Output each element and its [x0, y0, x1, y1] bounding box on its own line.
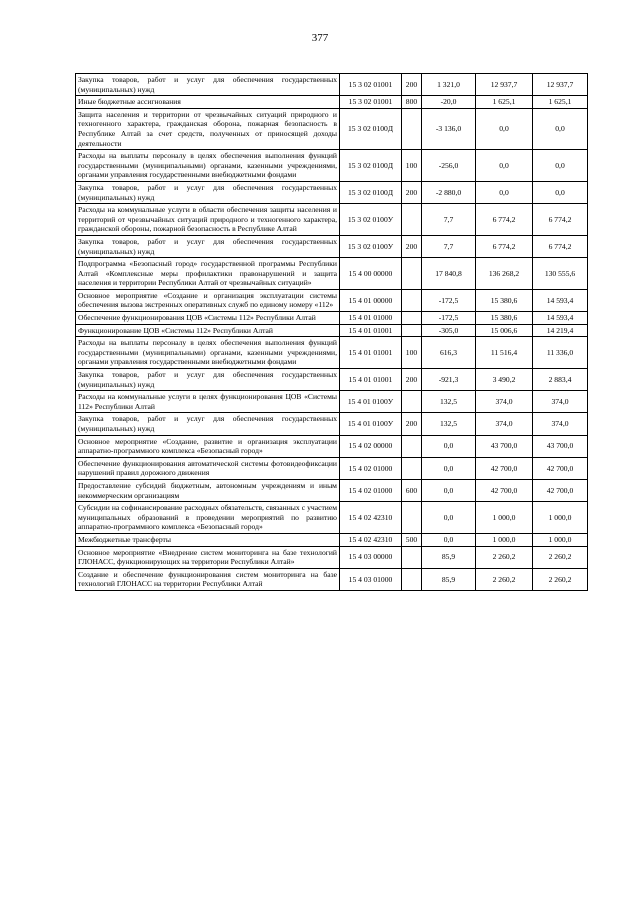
- table-row: [76, 337, 588, 369]
- row-name: Расходы на коммунальные услуги в области обеспечения защиты населения и территорий от чрезвычайных ситуаций природного и техногенного характера, гражданской обороны, пожарной безопасность в Республике Алтай: [76, 204, 340, 236]
- table-row: [76, 435, 588, 457]
- row-expense-type: [402, 546, 422, 568]
- row-code: 15 4 02 42310: [340, 533, 402, 546]
- row-name: Расходы на выплаты персоналу в целях обеспечения выполнения функций государственными (муниципальными) органами, казенными учреждениями, органами управления государственными внебюджетными фондами: [76, 337, 340, 369]
- table-row: [76, 150, 588, 182]
- row-name: Иные бюджетные ассигнования: [76, 96, 340, 109]
- row-value-year-1: 3 490,2: [476, 369, 533, 391]
- row-name: Основное мероприятие «Внедрение систем мониторинга на базе технологий ГЛОНАСС, функционирующих на территории Республики Алтай»: [76, 546, 340, 568]
- row-value-year-2: 130 555,6: [533, 258, 588, 290]
- table-row: [76, 96, 588, 109]
- table-row: [76, 391, 588, 413]
- table-row: [76, 108, 588, 149]
- row-value-change: -256,0: [422, 150, 476, 182]
- row-expense-type: [402, 391, 422, 413]
- table-row: [76, 369, 588, 391]
- row-value-change: 7,7: [422, 235, 476, 257]
- row-name: Расходы на выплаты персоналу в целях обеспечения выполнения функций государственными (муниципальными) органами, казенными учреждениями, органами управления государственными внебюджетными фондами: [76, 150, 340, 182]
- row-value-year-1: 0,0: [476, 150, 533, 182]
- row-code: 15 4 00 00000: [340, 258, 402, 290]
- row-code: 15 3 02 0100У: [340, 235, 402, 257]
- table-row: [76, 289, 588, 311]
- row-value-year-1: 6 774,2: [476, 235, 533, 257]
- page-number: 377: [311, 32, 329, 44]
- row-value-change: -3 136,0: [422, 108, 476, 149]
- row-code: 15 4 03 00000: [340, 546, 402, 568]
- table-row: [76, 413, 588, 435]
- row-value-change: 1 321,0: [422, 74, 476, 96]
- row-value-change: 616,3: [422, 337, 476, 369]
- row-code: 15 3 02 0100Д: [340, 150, 402, 182]
- row-value-year-1: 11 516,4: [476, 337, 533, 369]
- table-row: [76, 258, 588, 290]
- row-value-change: -2 880,0: [422, 181, 476, 203]
- row-expense-type: 200: [402, 413, 422, 435]
- row-name: Основное мероприятие «Создание, развитие и организация эксплуатации аппаратно-программного комплекса «Безопасный город»: [76, 435, 340, 457]
- row-expense-type: 500: [402, 533, 422, 546]
- row-value-year-1: 136 268,2: [476, 258, 533, 290]
- row-value-year-2: 42 700,0: [533, 479, 588, 501]
- row-value-change: -20,0: [422, 96, 476, 109]
- table-row: [76, 457, 588, 479]
- row-code: 15 3 02 0100Д: [340, 181, 402, 203]
- row-code: 15 3 02 0100Д: [340, 108, 402, 149]
- row-value-year-2: 6 774,2: [533, 204, 588, 236]
- row-value-year-2: 1 000,0: [533, 502, 588, 534]
- row-expense-type: 200: [402, 181, 422, 203]
- row-value-change: 132,5: [422, 391, 476, 413]
- row-value-year-1: 0,0: [476, 181, 533, 203]
- row-value-year-1: 12 937,7: [476, 74, 533, 96]
- row-expense-type: [402, 258, 422, 290]
- row-value-year-2: 0,0: [533, 150, 588, 182]
- row-code: 15 3 02 0100У: [340, 204, 402, 236]
- row-value-year-2: 14 593,4: [533, 312, 588, 325]
- row-code: 15 3 02 01001: [340, 96, 402, 109]
- row-value-year-2: 0,0: [533, 181, 588, 203]
- row-value-year-1: 1 625,1: [476, 96, 533, 109]
- row-value-year-1: 42 700,0: [476, 479, 533, 501]
- table-row: [76, 181, 588, 203]
- row-code: 15 4 02 42310: [340, 502, 402, 534]
- row-expense-type: [402, 108, 422, 149]
- row-expense-type: 200: [402, 369, 422, 391]
- table-row: [76, 312, 588, 325]
- row-value-year-1: 6 774,2: [476, 204, 533, 236]
- row-expense-type: 100: [402, 150, 422, 182]
- row-name: Защита населения и территории от чрезвычайных ситуаций природного и техногенного характера, гражданская оборона, пожарная безопасность в Республике Алтай за счет средств, полученных от приносящей доходы деятельности: [76, 108, 340, 149]
- row-name: Закупка товаров, работ и услуг для обеспечения государственных (муниципальных) нужд: [76, 235, 340, 257]
- row-value-change: -172,5: [422, 289, 476, 311]
- row-name: Основное мероприятие «Создание и организация эксплуатации системы обеспечения вызова экстренных оперативных служб по единому номеру «112»: [76, 289, 340, 311]
- row-value-year-2: 1 000,0: [533, 533, 588, 546]
- row-expense-type: [402, 457, 422, 479]
- row-value-change: 0,0: [422, 435, 476, 457]
- row-name: Функционирование ЦОВ «Системы 112» Республики Алтай: [76, 324, 340, 337]
- table-row: [76, 568, 588, 590]
- row-name: Субсидии на софинансирование расходных обязательств, связанных с участием муниципальных образований в проведении мероприятий по развитию аппаратно-программного комплекса «Безопасный город»: [76, 502, 340, 534]
- row-expense-type: 100: [402, 337, 422, 369]
- row-code: 15 4 01 01001: [340, 337, 402, 369]
- row-expense-type: [402, 502, 422, 534]
- row-code: 15 4 02 01000: [340, 479, 402, 501]
- row-name: Подпрограмма «Безопасный город» государственной программы Республики Алтай «Комплексные меры профилактики правонарушений и защита населения и территории Республики Алтай от чрезвычайных ситуаций»: [76, 258, 340, 290]
- table-row: [76, 74, 588, 96]
- row-value-year-1: 1 000,0: [476, 502, 533, 534]
- row-expense-type: 600: [402, 479, 422, 501]
- row-code: 15 4 02 00000: [340, 435, 402, 457]
- row-value-change: 85,9: [422, 546, 476, 568]
- row-value-year-1: 43 700,0: [476, 435, 533, 457]
- row-code: 15 4 03 01000: [340, 568, 402, 590]
- row-code: 15 4 01 0100У: [340, 413, 402, 435]
- row-code: 15 4 02 01000: [340, 457, 402, 479]
- row-name: Обеспечение функционирования ЦОВ «Системы 112» Республики Алтай: [76, 312, 340, 325]
- row-value-year-2: 11 336,0: [533, 337, 588, 369]
- row-expense-type: [402, 568, 422, 590]
- row-code: 15 4 01 01000: [340, 312, 402, 325]
- row-value-year-1: 15 006,6: [476, 324, 533, 337]
- row-value-year-2: 2 260,2: [533, 546, 588, 568]
- row-value-change: 17 840,8: [422, 258, 476, 290]
- row-expense-type: [402, 289, 422, 311]
- table-row: [76, 204, 588, 236]
- table-row: [76, 533, 588, 546]
- row-code: 15 4 01 01001: [340, 369, 402, 391]
- row-value-change: -305,0: [422, 324, 476, 337]
- row-value-year-2: 2 260,2: [533, 568, 588, 590]
- table-row: [76, 235, 588, 257]
- row-value-year-2: 14 593,4: [533, 289, 588, 311]
- row-expense-type: 800: [402, 96, 422, 109]
- row-value-change: -921,3: [422, 369, 476, 391]
- table-row: [76, 502, 588, 534]
- table-row: [76, 479, 588, 501]
- row-value-year-1: 42 700,0: [476, 457, 533, 479]
- row-value-change: 0,0: [422, 533, 476, 546]
- row-name: Закупка товаров, работ и услуг для обеспечения государственных (муниципальных) нужд: [76, 413, 340, 435]
- row-value-year-2: 12 937,7: [533, 74, 588, 96]
- row-value-year-1: 1 000,0: [476, 533, 533, 546]
- row-value-change: -172,5: [422, 312, 476, 325]
- row-name: Расходы на коммунальные услуги в целях функционирования ЦОВ «Системы 112» Республики Алтай: [76, 391, 340, 413]
- row-name: Межбюджетные трансферты: [76, 533, 340, 546]
- row-expense-type: [402, 312, 422, 325]
- row-name: Создание и обеспечение функционирования систем мониторинга на базе технологий ГЛОНАСС на территории Республики Алтай: [76, 568, 340, 590]
- budget-table-body: [76, 74, 588, 591]
- row-value-year-2: 1 625,1: [533, 96, 588, 109]
- row-value-change: 7,7: [422, 204, 476, 236]
- row-expense-type: 200: [402, 74, 422, 96]
- row-expense-type: [402, 435, 422, 457]
- row-value-change: 85,9: [422, 568, 476, 590]
- row-code: 15 4 01 0100У: [340, 391, 402, 413]
- row-value-year-1: 0,0: [476, 108, 533, 149]
- table-row: [76, 324, 588, 337]
- row-expense-type: [402, 204, 422, 236]
- row-value-change: 0,0: [422, 457, 476, 479]
- row-value-year-2: 2 883,4: [533, 369, 588, 391]
- row-code: 15 3 02 01001: [340, 74, 402, 96]
- row-code: 15 4 01 01001: [340, 324, 402, 337]
- row-name: Закупка товаров, работ и услуг для обеспечения государственных (муниципальных) нужд: [76, 369, 340, 391]
- row-value-change: 0,0: [422, 479, 476, 501]
- row-name: Закупка товаров, работ и услуг для обеспечения государственных (муниципальных) нужд: [76, 181, 340, 203]
- row-value-year-1: 374,0: [476, 413, 533, 435]
- row-expense-type: 200: [402, 235, 422, 257]
- row-value-year-2: 374,0: [533, 391, 588, 413]
- row-name: Закупка товаров, работ и услуг для обеспечения государственных (муниципальных) нужд: [76, 74, 340, 96]
- row-value-year-1: 15 380,6: [476, 312, 533, 325]
- row-value-change: 0,0: [422, 502, 476, 534]
- row-value-year-2: 43 700,0: [533, 435, 588, 457]
- row-value-year-2: 374,0: [533, 413, 588, 435]
- row-value-change: 132,5: [422, 413, 476, 435]
- row-value-year-1: 374,0: [476, 391, 533, 413]
- row-expense-type: [402, 324, 422, 337]
- row-value-year-2: 0,0: [533, 108, 588, 149]
- row-value-year-1: 2 260,2: [476, 546, 533, 568]
- row-value-year-1: 2 260,2: [476, 568, 533, 590]
- budget-table: [75, 73, 588, 591]
- row-code: 15 4 01 00000: [340, 289, 402, 311]
- table-row: [76, 546, 588, 568]
- row-name: Предоставление субсидий бюджетным, автономным учреждениям и иным некоммерческим организациям: [76, 479, 340, 501]
- row-name: Обеспечение функционирования автоматической системы фотовидеофиксации нарушений правил дорожного движения: [76, 457, 340, 479]
- row-value-year-2: 14 219,4: [533, 324, 588, 337]
- row-value-year-1: 15 380,6: [476, 289, 533, 311]
- row-value-year-2: 42 700,0: [533, 457, 588, 479]
- row-value-year-2: 6 774,2: [533, 235, 588, 257]
